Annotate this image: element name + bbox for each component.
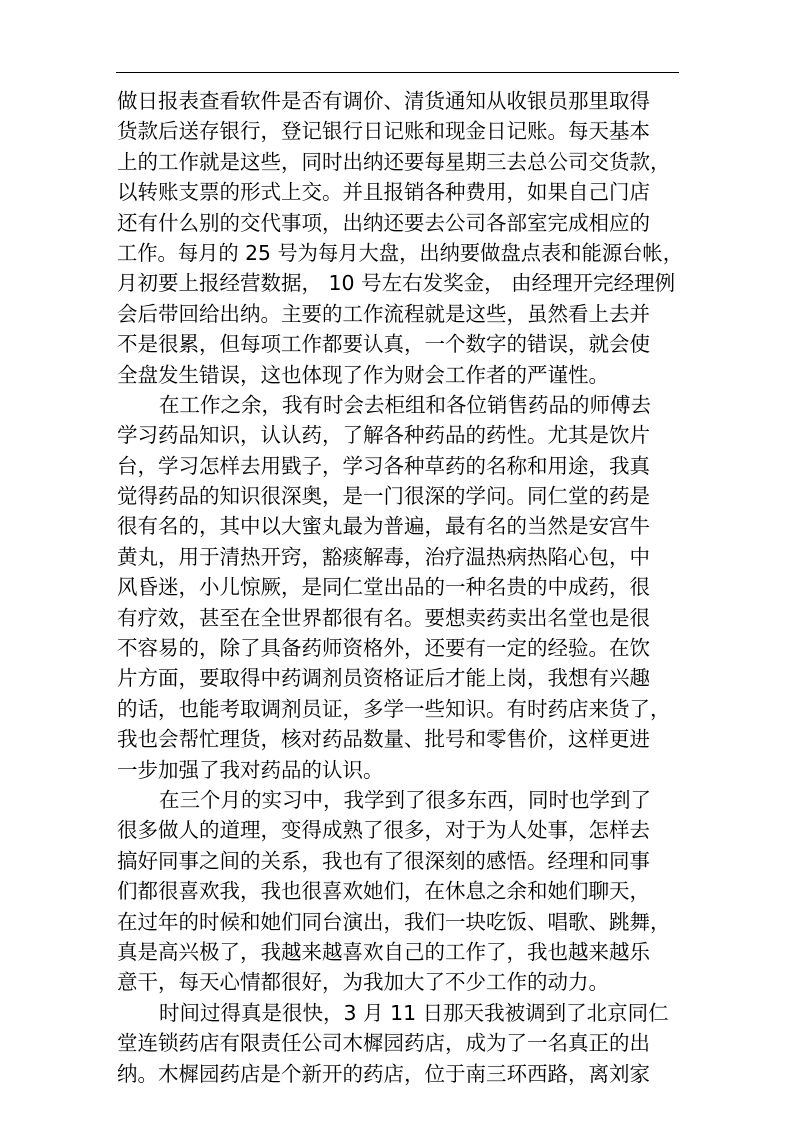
- text-line: 的话，也能考取调剂员证，多学一些知识。有时药店来货了，: [117, 696, 671, 721]
- text-line: 有疗效，甚至在全世界都很有名。要想卖药卖出名堂也是很: [117, 605, 650, 630]
- header-rule: [116, 72, 679, 73]
- text-line: 不是很累，但每项工作都要认真，一个数字的错误，就会使: [117, 332, 650, 357]
- text-line: 搞好同事之间的关系，我也有了很深刻的感悟。经理和同事: [117, 848, 650, 873]
- text-line: 风昏迷，小儿惊厥，是同仁堂出品的一种名贵的中成药，很: [117, 575, 650, 600]
- text-line: 工作。每月的 25 号为每月大盘，出纳要做盘点表和能源台帐，: [117, 240, 683, 265]
- text-line: 觉得药品的知识很深奥，是一门很深的学问。同仁堂的药是: [117, 484, 650, 509]
- text-line: 纳。木樨园药店是个新开的药店，位于南三环西路，离刘家: [117, 1061, 650, 1086]
- text-line: 很有名的，其中以大蜜丸最为普遍，最有名的当然是安宫牛: [117, 514, 650, 539]
- text-line: 台，学习怎样去用戥子，学习各种草药的名称和用途，我真: [117, 453, 650, 478]
- text-line: 在工作之余，我有时会去柜组和各位销售药品的师傅去: [159, 392, 651, 417]
- text-line: 在过年的时候和她们同台演出，我们一块吃饭、唱歌、跳舞，: [117, 909, 671, 934]
- text-line: 们都很喜欢我，我也很喜欢她们，在休息之余和她们聊天，: [117, 879, 650, 904]
- text-line: 黄丸，用于清热开窍，豁痰解毒，治疗温热病热陷心包，中: [117, 544, 650, 569]
- text-line: 还有什么别的交代事项，出纳还要去公司各部室完成相应的: [117, 210, 650, 235]
- text-line: 在三个月的实习中，我学到了很多东西，同时也学到了: [159, 787, 651, 812]
- text-line: 不容易的，除了具备药师资格外，还要有一定的经验。在饮: [117, 636, 650, 661]
- text-line: 全盘发生错误，这也体现了作为财会工作者的严谨性。: [117, 362, 609, 387]
- text-line: 做日报表查看软件是否有调价、清货通知从收银员那里取得: [117, 89, 650, 113]
- text-line: 很多做人的道理，变得成熟了很多，对于为人处事，怎样去: [117, 818, 650, 843]
- text-line: 以转账支票的形式上交。并且报销各种费用，如果自己门店: [117, 180, 650, 205]
- text-line: 月初要上报经营数据， 10 号左右发奖金， 由经理开完经理例: [117, 271, 676, 296]
- text-line: 真是高兴极了，我越来越喜欢自己的工作了，我也越来越乐: [117, 939, 650, 964]
- text-line: 我也会帮忙理货，核对药品数量、批号和零售价，这样更进: [117, 727, 650, 752]
- text-line: 意干，每天心情都很好，为我加大了不少工作的动力。: [117, 970, 609, 995]
- text-line: 时间过得真是很快，3 月 11 日那天我被调到了北京同仁: [159, 1000, 669, 1025]
- text-line: 堂连锁药店有限责任公司木樨园药店，成为了一名真正的出: [117, 1031, 650, 1056]
- text-line: 学习药品知识，认认药，了解各种药品的药性。尤其是饮片: [117, 423, 650, 448]
- text-line: 上的工作就是这些，同时出纳还要每星期三去总公司交货款，: [117, 149, 671, 174]
- text-line: 货款后送存银行，登记银行日记账和现金日记账。每天基本: [117, 119, 650, 144]
- body-text: [117, 86, 683, 1089]
- text-line: 片方面，要取得中药调剂员资格证后才能上岗，我想有兴趣: [117, 666, 650, 691]
- text-line: 会后带回给出纳。主要的工作流程就是这些，虽然看上去并: [117, 301, 650, 326]
- text-line: 一步加强了我对药品的认识。: [117, 757, 384, 782]
